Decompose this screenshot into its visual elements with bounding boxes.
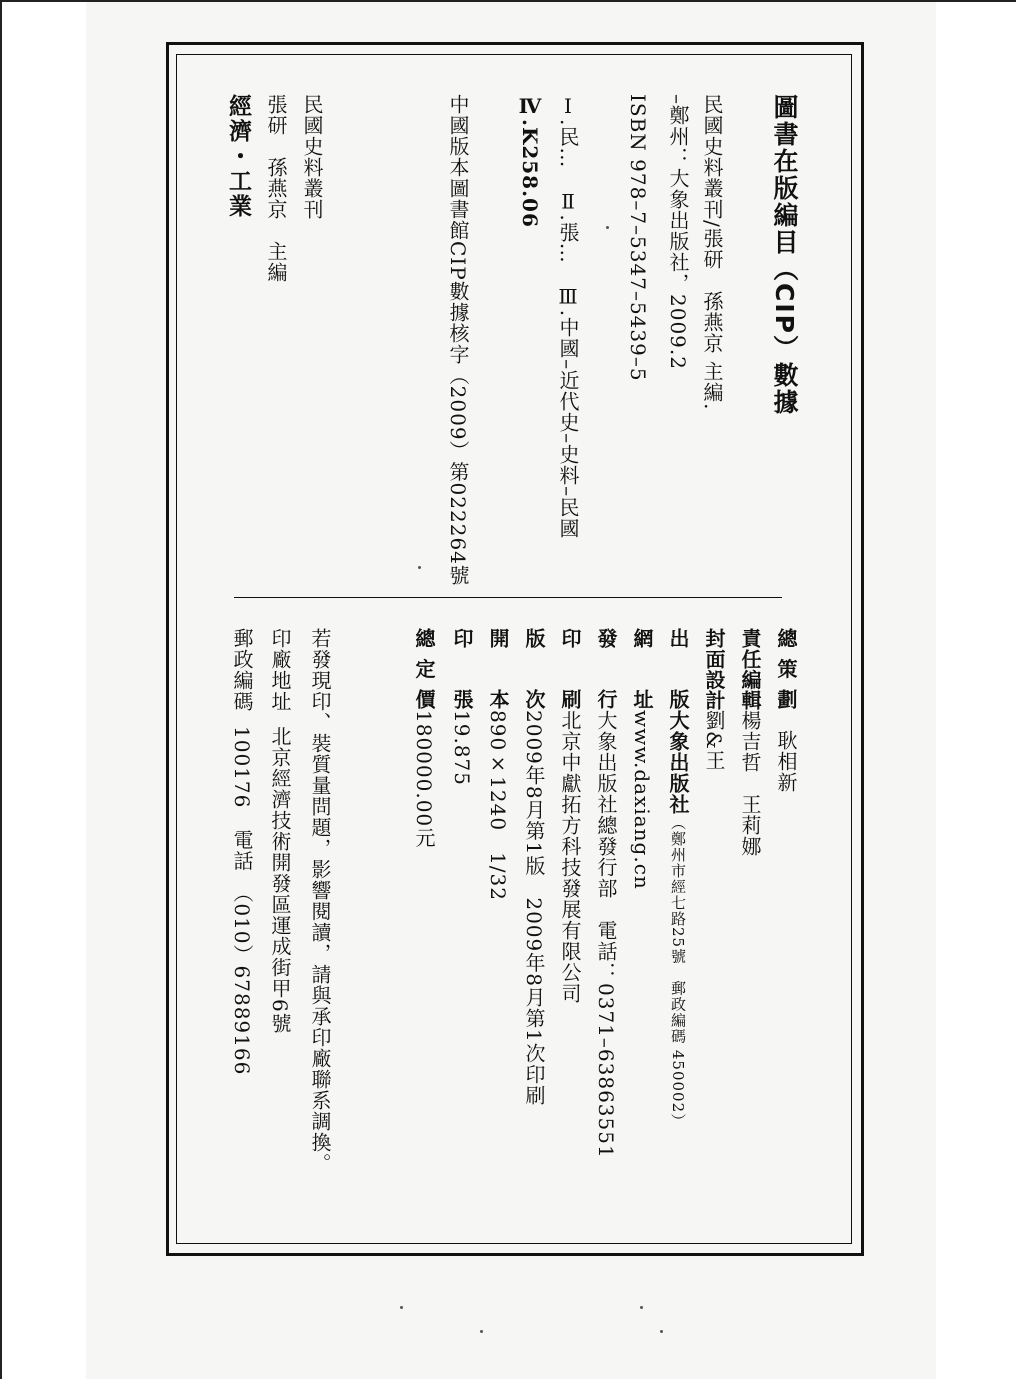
credit-label: 總定價 [412,628,436,710]
credit-publisher [668,628,688,1129]
scan-speck [480,1330,483,1333]
printer-postal-label: 郵政編碼 [230,628,254,712]
credit-value: 耿相新 [774,730,798,793]
credit-label: 出版 [666,628,690,710]
printer-postal-value: 100176 電話 （010）67889166 [230,726,254,1076]
credit-distribution [596,628,616,1159]
printer-address-value: 北京經濟技術開發區運成街甲6號 [268,726,292,1034]
credit-label: 印張 [450,628,474,710]
credit-label: 開本 [486,628,510,710]
credit-chief-planner [776,628,796,793]
credit-value: 劉&王 [702,710,726,771]
credit-value: 北京中獻拓方科技發展有限公司 [558,710,582,1004]
printer-address-label: 印廠地址 [268,628,292,712]
series-editors: 張研 孫燕京 主編 [264,94,288,283]
credit-responsible-editor [740,628,760,857]
quality-notice: 若發現印、裝質量問題，影響閱讀，請與承印廠聯系調換。 [308,628,332,1174]
credit-label: 封面設計 [702,628,726,710]
series-title: 民國史料叢刊 [300,94,324,220]
credit-value: 大象出版社總發行部 電話：0371–63863551 [594,710,618,1159]
credit-value: 180000.00元 [412,710,436,849]
credit-label: 發行 [594,628,618,710]
section-divider [234,597,782,598]
scan-speck [606,226,609,229]
credit-value: 楊吉哲 王莉娜 [738,710,762,857]
cip-line-subjects: Ⅰ.民… Ⅱ.張… Ⅲ.中國–近代史–史料–民國 [556,94,580,540]
cip-line-title: 民國史料叢刊/張研 孫燕京 主編. [700,94,724,411]
credit-value: 19.875 [450,710,474,786]
credit-label: 總策劃 [774,628,798,710]
credit-value: 2009年8月第1版 2009年8月第1次印刷 [522,710,546,1106]
credit-printing [560,628,580,1004]
series-volume: 經濟・工業 [225,94,251,219]
cip-heading: 圖書在版編目（CIP）數據 [770,94,799,416]
scan-speck [400,1306,403,1309]
scan-speck [640,1306,643,1309]
printer-address [270,628,290,1034]
left-border-line [0,0,2,1379]
scan-speck [660,1330,663,1333]
cip-line-classification: Ⅳ.K258.06 [518,94,542,228]
credit-label: 版次 [522,628,546,710]
credit-cover-design [704,628,724,771]
credit-website [632,628,652,890]
credit-value: 大象出版社 [666,710,690,815]
cip-line-record-number: 中國版本圖書館CIP數據核字（2009）第022264號 [446,94,470,586]
credit-format [488,628,508,901]
cip-line-publisher: –鄭州：大象出版社，2009.2 [666,94,690,370]
credit-value: 890×1240 1/32 [486,710,510,901]
credit-value: www.daxiang.cn [630,710,654,890]
printer-postal [232,628,252,1075]
scan-speck [418,566,421,569]
credit-sheets [452,628,472,786]
credit-label: 責任編輯 [738,628,762,710]
credit-label: 網址 [630,628,654,710]
credit-total-price [414,628,434,848]
credit-label: 印刷 [558,628,582,710]
cip-line-isbn: ISBN 978–7–5347–5439–5 [626,94,650,382]
credit-edition [524,628,544,1106]
credit-note: （鄭州市經七路25號 郵政編碼 450002） [669,815,687,1130]
